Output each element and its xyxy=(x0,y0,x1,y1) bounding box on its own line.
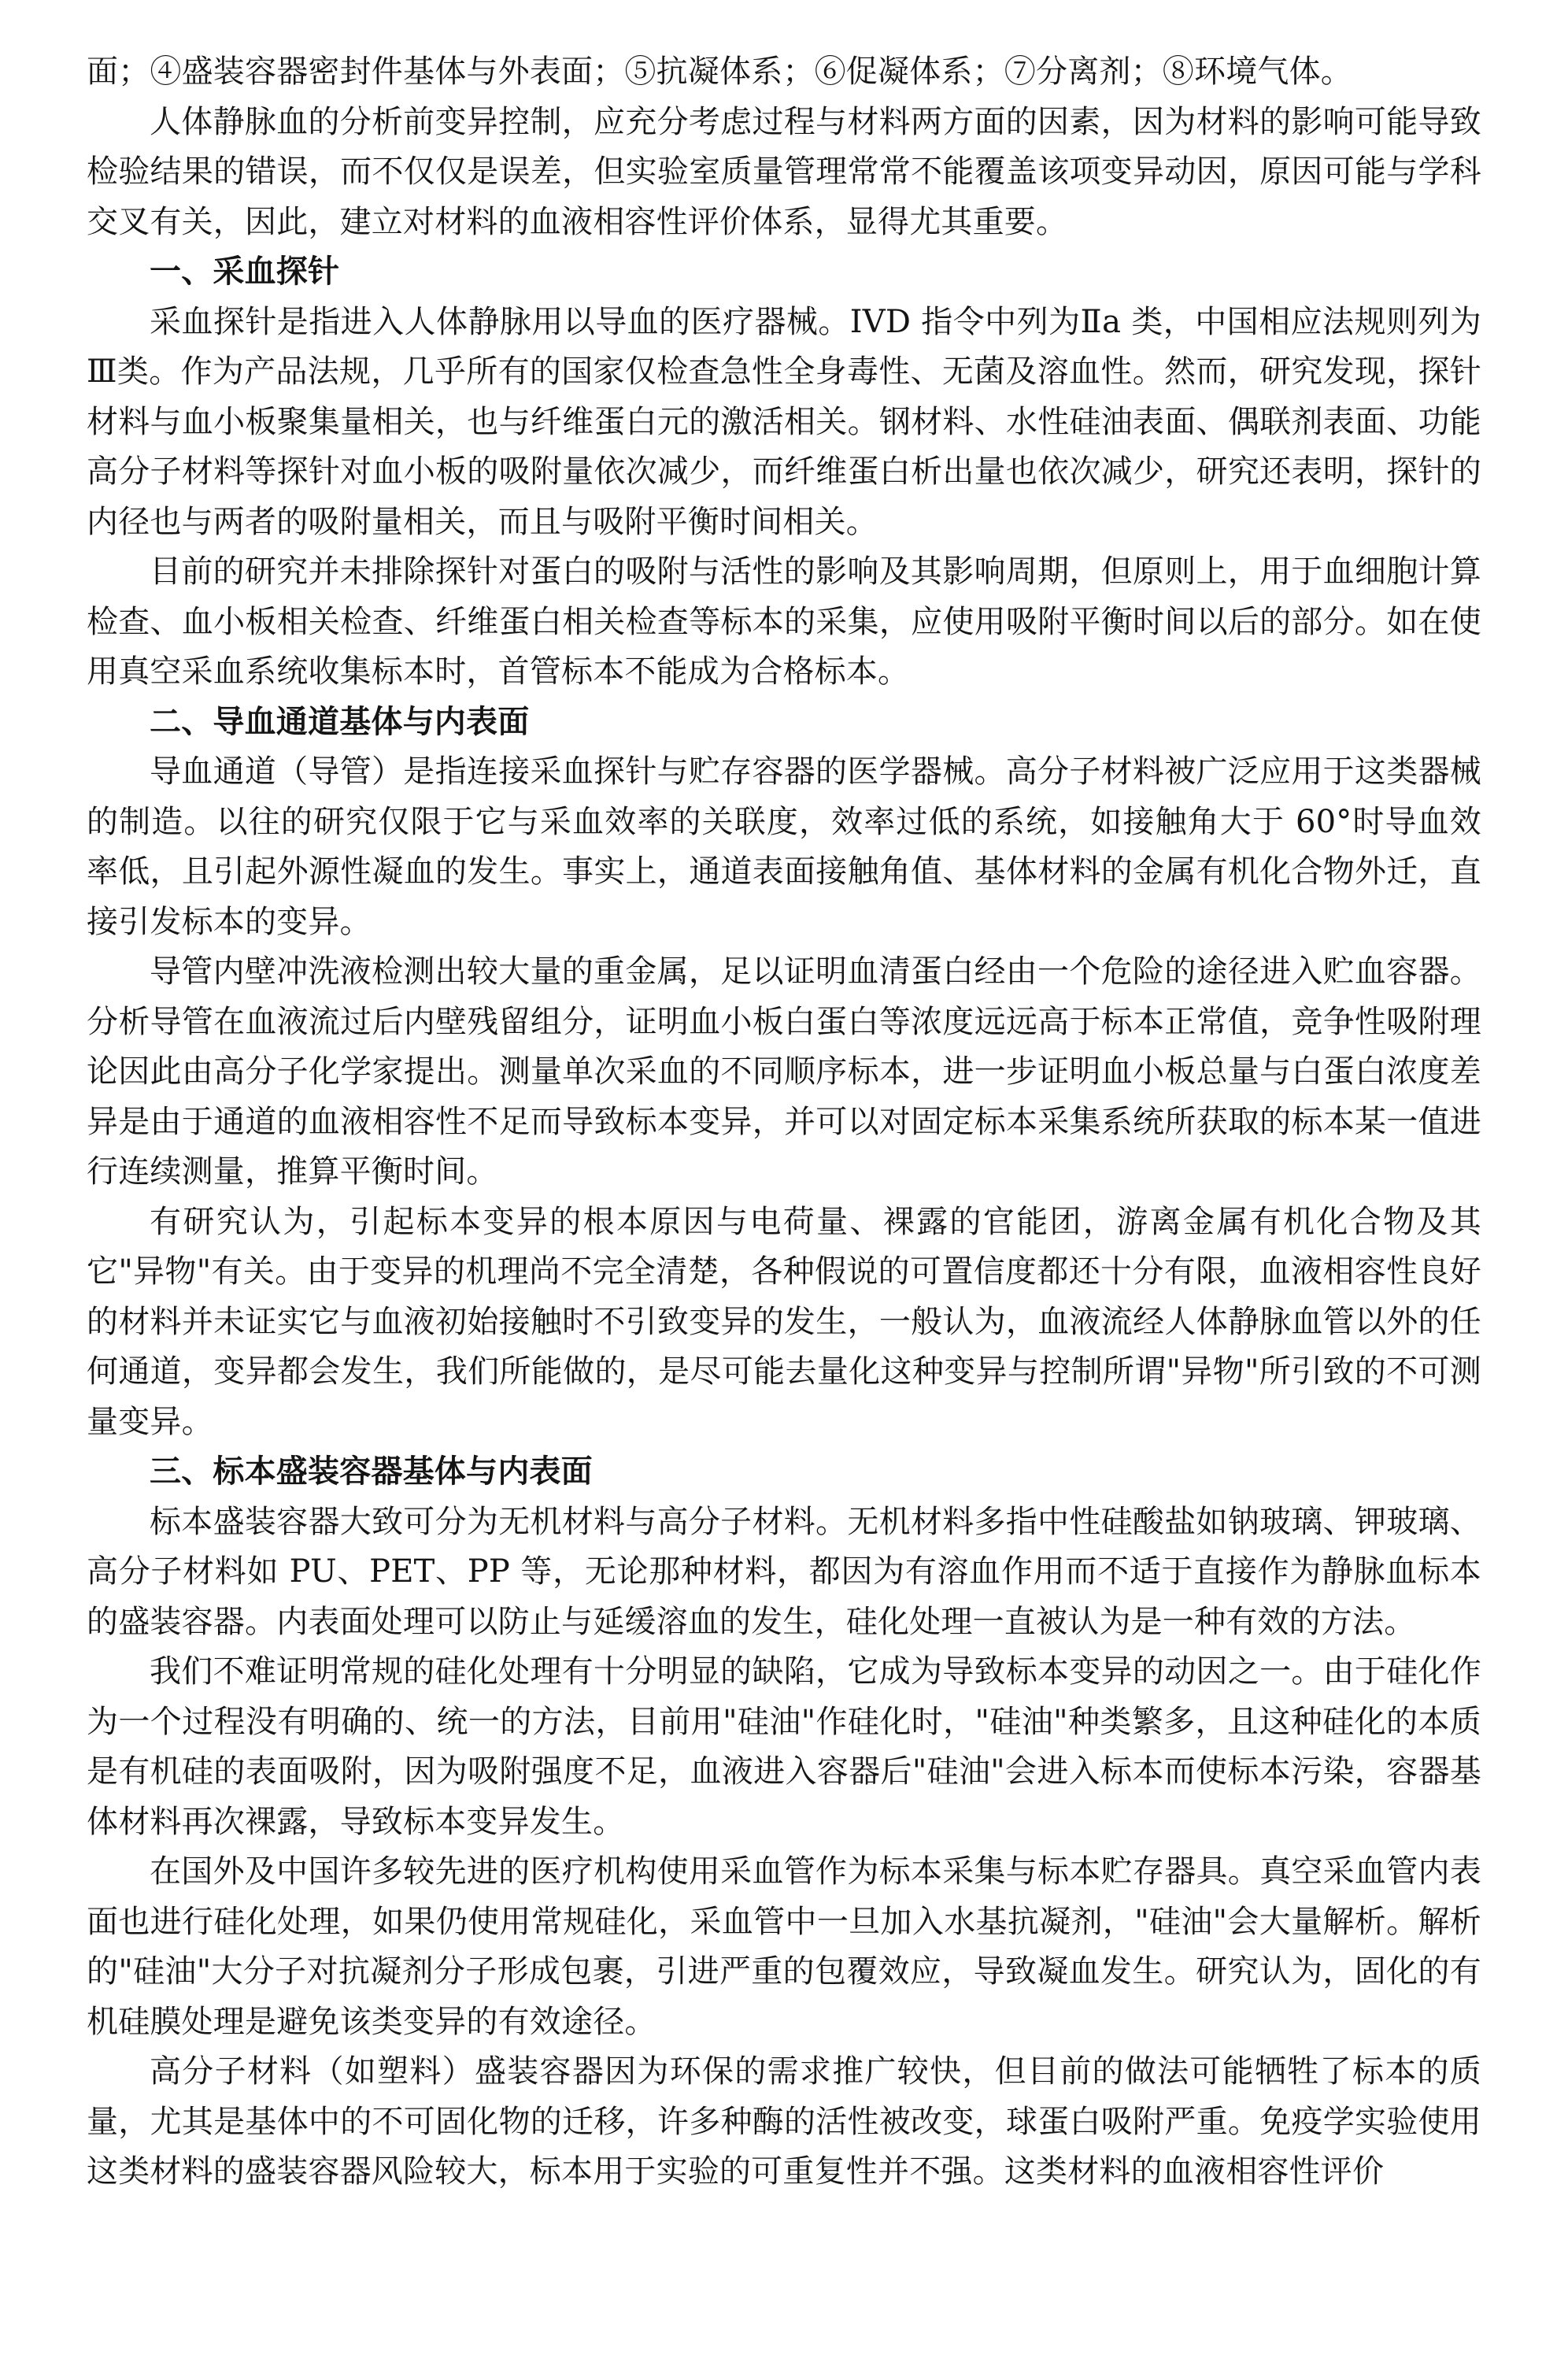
section2-paragraph: 导血通道（导管）是指连接采血探针与贮存容器的医学器械。高分子材料被广泛应用于这类器械的制造。以往的研究仅限于它与采血效率的关联度，效率过低的系统，如接触角大于 60°时导血效率低，且引起外源性凝血的发生。事实上，通道表面接触角值、基体材料的金属有机化合物外迁，直接引发标本的变异。 xyxy=(87,753,1481,940)
section1-paragraph: 采血探针是指进入人体静脉用以导血的医疗器械。IVD 指令中列为Ⅱa 类，中国相应法规则列为Ⅲ类。作为产品法规，几乎所有的国家仅检查急性全身毒性、无菌及溶血性。然而，研究发现，探针材料与血小板聚集量相关，也与纤维蛋白元的激活相关。钢材料、水性硅油表面、偶联剂表面、功能高分子材料等探针对血小板的吸附量依次减少，而纤维蛋白析出量也依次减少，研究还表明，探针的内径也与两者的吸附量相关，而且与吸附平衡时间相关。 xyxy=(87,303,1481,540)
section1-paragraph: 目前的研究并未排除探针对蛋白的吸附与活性的影响及其影响周期，但原则上，用于血细胞计算检查、血小板相关检查、纤维蛋白相关检查等标本的采集，应使用吸附平衡时间以后的部分。如在使用真空采血系统收集标本时，首管标本不能成为合格标本。 xyxy=(87,553,1481,690)
section3-paragraph: 标本盛装容器大致可分为无机材料与高分子材料。无机材料多指中性硅酸盐如钠玻璃、钾玻璃、高分子材料如 PU、PET、PP 等，无论那种材料，都因为有溶血作用而不适于直接作为静脉血标本的盛装容器。内表面处理可以防止与延缓溶血的发生，硅化处理一直被认为是一种有效的方法。 xyxy=(87,1503,1481,1640)
section2-paragraph: 有研究认为，引起标本变异的根本原因与电荷量、裸露的官能团，游离金属有机化合物及其它"异物"有关。由于变异的机理尚不完全清楚，各种假说的可置信度都还十分有限，血液相容性良好的材料并未证实它与血液初始接触时不引致变异的发生，一般认为，血液流经人体静脉血管以外的任何通道，变异都会发生，我们所能做的，是尽可能去量化这种变异与控制所谓"异物"所引致的不可测量变异。 xyxy=(87,1203,1481,1440)
section3-paragraph: 高分子材料（如塑料）盛装容器因为环保的需求推广较快，但目前的做法可能牺牲了标本的质量，尤其是基体中的不可固化物的迁移，许多种酶的活性被改变，球蛋白吸附严重。免疫学实验使用这类材料的盛装容器风险较大，标本用于实验的可重复性并不强。这类材料的血液相容性评价 xyxy=(87,2053,1481,2190)
section-heading-blood-channel: 二、导血通道基体与内表面 xyxy=(150,703,530,740)
document-page xyxy=(87,47,1481,2197)
section-heading-specimen-container: 三、标本盛装容器基体与内表面 xyxy=(150,1453,593,1490)
section2-paragraph: 导管内壁冲洗液检测出较大量的重金属，足以证明血清蛋白经由一个危险的途径进入贮血容器。分析导管在血液流过后内壁残留组分，证明血小板白蛋白等浓度远远高于标本正常值，竞争性吸附理论因此由高分子化学家提出。测量单次采血的不同顺序标本，进一步证明血小板总量与白蛋白浓度差异是由于通道的血液相容性不足而导致标本变异，并可以对固定标本采集系统所获取的标本某一值进行连续测量，推算平衡时间。 xyxy=(87,953,1481,1190)
section3-paragraph: 我们不难证明常规的硅化处理有十分明显的缺陷，它成为导致标本变异的动因之一。由于硅化作为一个过程没有明确的、统一的方法，目前用"硅油"作硅化时，"硅油"种类繁多，且这种硅化的本质是有机硅的表面吸附，因为吸附强度不足，血液进入容器后"硅油"会进入标本而使标本污染，容器基体材料再次裸露，导致标本变异发生。 xyxy=(87,1653,1481,1840)
section3-paragraph: 在国外及中国许多较先进的医疗机构使用采血管作为标本采集与标本贮存器具。真空采血管内表面也进行硅化处理，如果仍使用常规硅化，采血管中一旦加入水基抗凝剂，"硅油"会大量解析。解析的"硅油"大分子对抗凝剂分子形成包裹，引进严重的包覆效应，导致凝血发生。研究认为，固化的有机硅膜处理是避免该类变异的有效途径。 xyxy=(87,1853,1481,2040)
intro-continuation: 面；④盛装容器密封件基体与外表面；⑤抗凝体系；⑥促凝体系；⑦分离剂；⑧环境气体。 xyxy=(87,54,1352,90)
intro-paragraph: 人体静脉血的分析前变异控制，应充分考虑过程与材料两方面的因素，因为材料的影响可能导致检验结果的错误，而不仅仅是误差，但实验室质量管理常常不能覆盖该项变异动因，原因可能与学科交叉有关，因此，建立对材料的血液相容性评价体系，显得尤其重要。 xyxy=(87,103,1481,240)
section-heading-sampling-probe: 一、采血探针 xyxy=(150,254,340,290)
